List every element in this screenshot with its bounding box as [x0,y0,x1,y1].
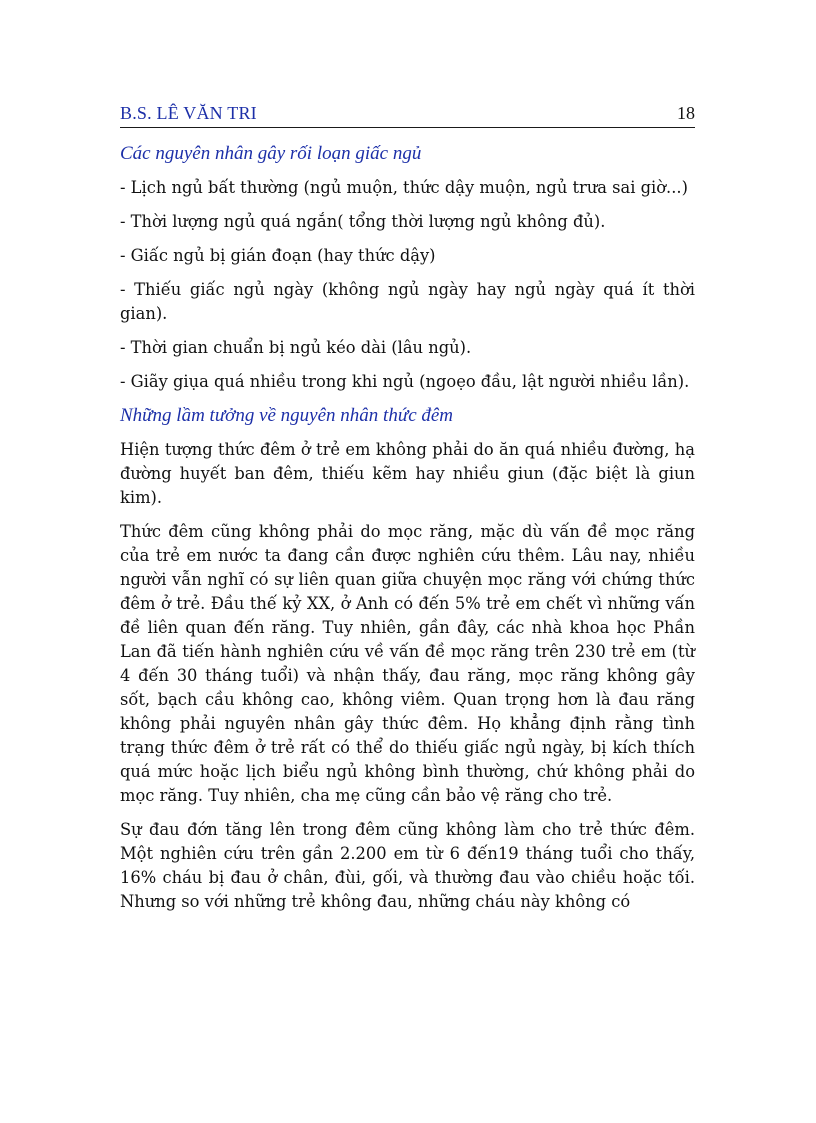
body-paragraph: Sự đau đớn tăng lên trong đêm cũng không làm cho trẻ thức đêm. Một nghiên cứu trên gần 2.200 em từ 6 đến19 tháng tuổi cho thấy, 16% cháu bị đau ở chân, đùi, gối, và thường đau vào chiều hoặc tối. Nhưng so với những trẻ không đau, những cháu này không có [120,820,695,911]
page-content [120,142,695,914]
list-item: - Giãy giụa quá nhiều trong khi ngủ (ngoẹo đầu, lật người nhiều lần). [120,372,690,391]
list-item: - Thiếu giấc ngủ ngày (không ngủ ngày hay ngủ ngày quá ít thời gian). [120,280,695,323]
section-heading-causes: Các nguyên nhân gây rối loạn giấc ngủ [120,143,422,164]
body-paragraph: Thức đêm cũng không phải do mọc răng, mặc dù vấn đề mọc răng của trẻ em nước ta đang cần được nghiên cứu thêm. Lâu nay, nhiều người vẫn nghĩ có sự liên quan giữa chuyện mọc răng với chứng thức đêm ở trẻ. Đầu thế kỷ XX, ở Anh có đến 5% trẻ em chết vì những vấn đề liên quan đến răng. Tuy nhiên, gần đây, các nhà khoa học Phần Lan đã tiến hành nghiên cứu về vấn đề mọc răng trên 230 trẻ em (từ 4 đến 30 tháng tuổi) và nhận thấy, đau răng, mọc răng không gây sốt, bạch cầu không cao, không viêm. Quan trọng hơn là đau răng không phải nguyên nhân gây thức đêm. Họ khẳng định rằng tình trạng thức đêm ở trẻ rất có thể do thiếu giấc ngủ ngày, bị kích thích quá mức hoặc lịch biểu ngủ không bình thường, chứ không phải do mọc răng. Tuy nhiên, cha mẹ cũng cần bảo vệ răng cho trẻ. [120,522,695,805]
document-page [120,100,695,924]
list-item: - Thời gian chuẩn bị ngủ kéo dài (lâu ngủ). [120,338,472,357]
list-item: - Lịch ngủ bất thường (ngủ muộn, thức dậy muộn, ngủ trưa sai giờ...) [120,178,688,197]
section-heading-misconceptions: Những lầm tưởng về nguyên nhân thức đêm [120,405,454,426]
header-author: B.S. LÊ VĂN TRI [120,103,257,123]
list-item: - Giấc ngủ bị gián đoạn (hay thức dậy) [120,246,436,265]
list-item: - Thời lượng ngủ quá ngắn( tổng thời lượng ngủ không đủ). [120,212,606,231]
page-number: 18 [677,103,695,123]
page-header [120,100,695,128]
body-paragraph: Hiện tượng thức đêm ở trẻ em không phải do ăn quá nhiều đường, hạ đường huyết ban đêm, thiếu kẽm hay nhiều giun (đặc biệt là giun kim). [120,440,695,507]
